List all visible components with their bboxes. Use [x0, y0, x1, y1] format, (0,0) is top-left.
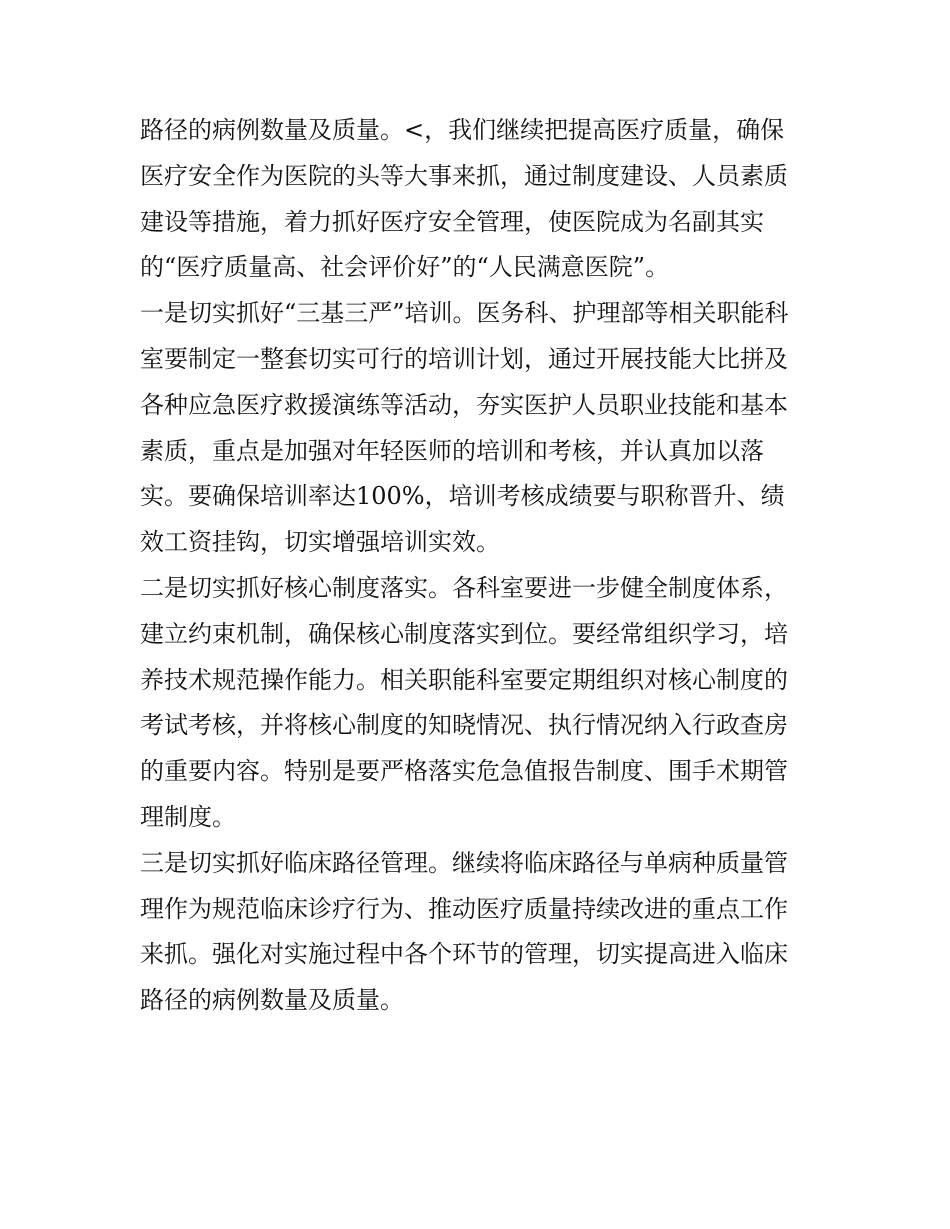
- paragraph-point-one: [140, 291, 812, 566]
- text-line: 考试考核，并将核心制度的知晓情况、执行情况纳入行政查房: [140, 711, 788, 740]
- text-line: 路径的病例数量及质量。<，我们继续把提高医疗质量，确保: [140, 116, 785, 144]
- text-line: 各种应急医疗救援演练等活动，夯实医护人员职业技能和基本: [140, 390, 788, 419]
- text-line: 的“医疗质量高、社会评价好”的“人民满意医院”。: [140, 253, 670, 282]
- text-line: 路径的病例数量及质量。: [140, 986, 404, 1015]
- text-line: 三是切实抓好临床路径管理。继续将临床路径与单病种质量管: [140, 848, 788, 877]
- paragraph-point-two: [140, 566, 812, 841]
- text-line: 来抓。强化对实施过程中各个环节的管理，切实提高进入临床: [140, 940, 788, 969]
- text-line: 理作为规范临床诊疗行为、推动医疗质量持续改进的重点工作: [140, 894, 788, 923]
- paragraph-point-three: [140, 841, 812, 1024]
- text-line: 理制度。: [140, 802, 236, 831]
- text-line: 医疗安全作为医院的头等大事来抓，通过制度建设、人员素质: [140, 161, 788, 190]
- document-body: [140, 108, 812, 1024]
- text-line: 建设等措施，着力抓好医疗安全管理，使医院成为名副其实: [140, 207, 764, 236]
- text-line: 建立约束机制，确保核心制度落实到位。要经常组织学习，培: [140, 619, 788, 648]
- text-line: 一是切实抓好“三基三严”培训。医务科、护理部等相关职能科: [140, 299, 789, 328]
- text-line: 素质，重点是加强对年轻医师的培训和考核，并认真加以落: [140, 436, 764, 465]
- text-line: 室要制定一整套切实可行的培训计划，通过开展技能大比拼及: [140, 344, 788, 373]
- text-line: 实。要确保培训率达100%，培训考核成绩要与职称晋升、绩: [140, 482, 785, 511]
- text-line: 的重要内容。特别是要严格落实危急值报告制度、围手术期管: [140, 757, 788, 786]
- text-line: 养技术规范操作能力。相关职能科室要定期组织对核心制度的: [140, 665, 788, 694]
- text-line: 效工资挂钩，切实增强培训实效。: [140, 528, 500, 557]
- paragraph-intro: [140, 108, 812, 291]
- text-line: 二是切实抓好核心制度落实。各科室要进一步健全制度体系，: [140, 573, 788, 602]
